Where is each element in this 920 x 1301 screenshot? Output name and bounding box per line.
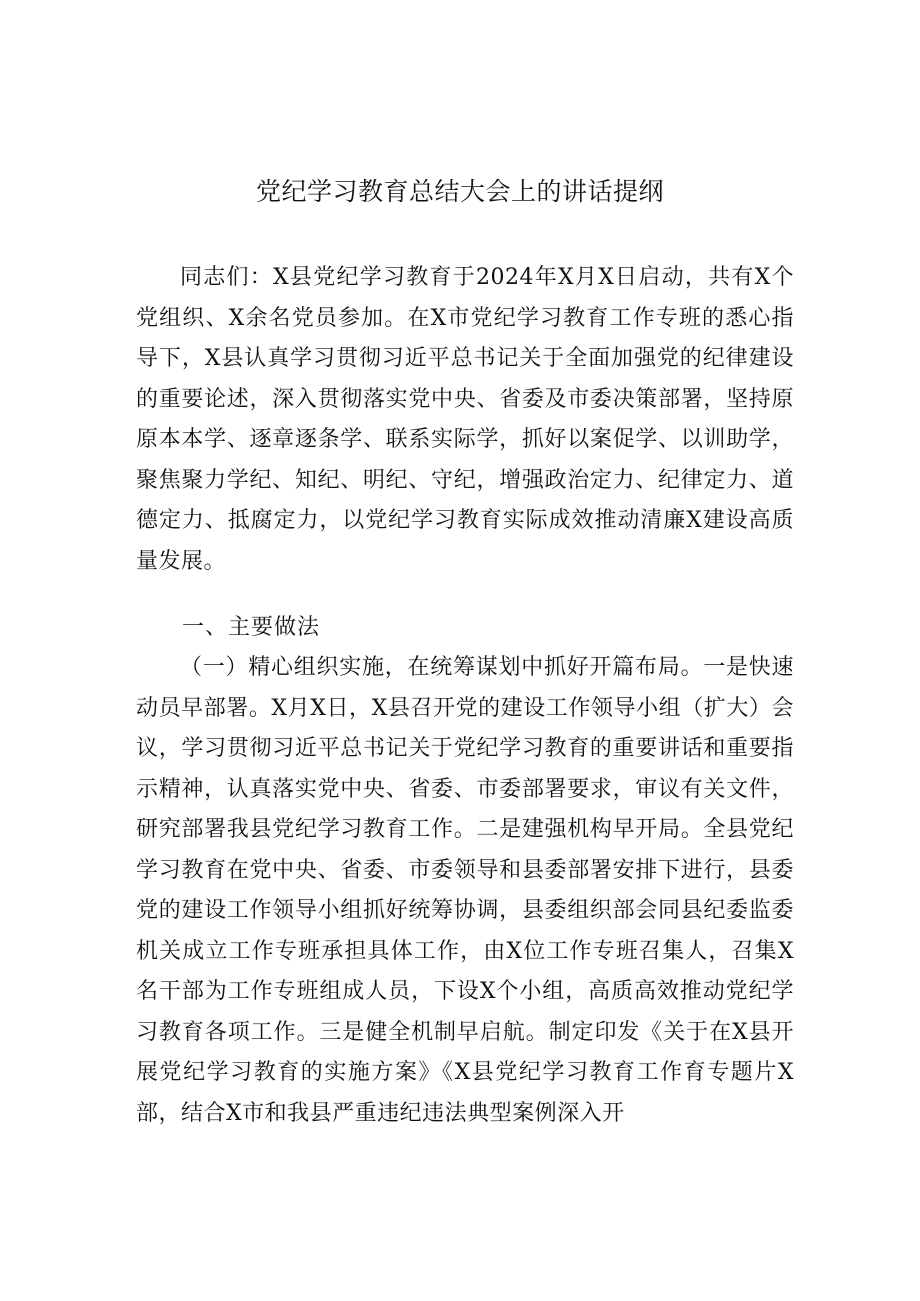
document-title: 党纪学习教育总结大会上的讲话提纲 [255,177,664,206]
intro-paragraph: 同志们：X县党纪学习教育于2024年X月X日启动，共有X个党组织、X余名党员参加。在X市党纪学习教育工作专班的悉心指导下，X县认真学习贯彻习近平总书记关于全面加强党的纪律建设的重要论述，深入贯彻落实党中央、省委及市委决策部署，坚持原原本本学、逐章逐条学、联系实际学，抓好以案促学、以训助学，聚焦聚力学纪、知纪、明纪、守纪，增强政治定力、纪律定力、道德定力、抵腐定力，以党纪学习教育实际成效推动清廉X建设高质量发展。 [136,265,794,574]
section-paragraph: （一）精心组织实施，在统筹谋划中抓好开篇布局。一是快速动员早部署。X月X日，X县召开党的建设工作领导小组（扩大）会议，学习贯彻习近平总书记关于党纪学习教育的重要讲话和重要指示精神，认真落实党中央、省委、市委部署要求，审议有关文件，研究部署我县党纪学习教育工作。二是建强机构早开局。全县党纪学习教育在党中央、省委、市委领导和县委部署安排下进行，县委党的建设工作领导小组抓好统筹协调，县委组织部会同县纪委监委机关成立工作专班承担具体工作，由X位工作专班召集人，召集X名干部为工作专班组成人员，下设X个小组，高质高效推动党纪学习教育各项工作。三是健全机制早启航。制定印发《关于在X县开展党纪学习教育的实施方案》《X县党纪学习教育工作育专题片X部，结合X市和我县严重违纪违法典型案例深入开 [136,655,794,1126]
section-heading: 一、主要做法 [182,615,321,640]
